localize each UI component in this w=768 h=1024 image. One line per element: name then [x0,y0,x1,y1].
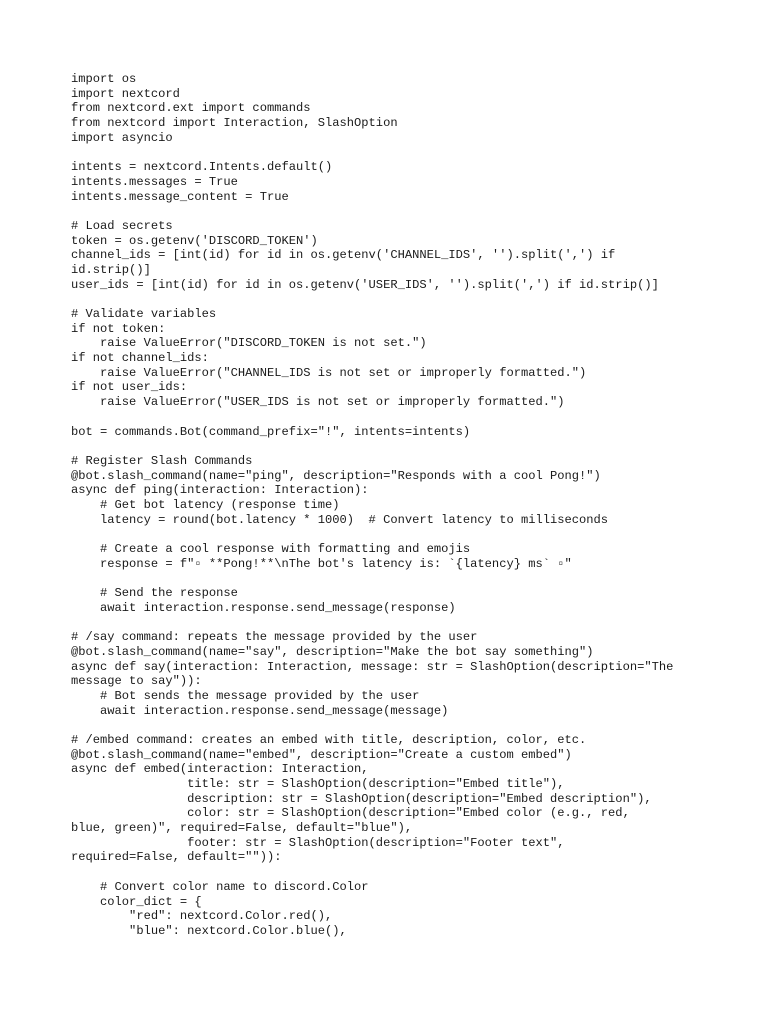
code-line: blue, green)", required=False, default="blue"), [71,821,413,836]
code-line: description: str = SlashOption(description="Embed description"), [71,791,652,806]
code-line [71,865,711,880]
code-block [71,72,711,939]
code-line: # Send the response [71,586,238,601]
code-line: import asyncio [71,130,173,145]
code-line: required=False, default="")): [71,850,282,865]
code-line [71,145,711,160]
code-line [71,410,711,425]
code-line: channel_ids = [int(id) for id in os.getenv('CHANNEL_IDS', '').split(',') if [71,248,616,263]
code-line: import nextcord [71,86,180,101]
code-line [71,718,711,733]
code-line: "red": nextcord.Color.red(), [71,909,333,924]
code-line: async def say(interaction: Interaction, message: str = SlashOption(description="The [71,659,674,674]
code-line: await interaction.response.send_message(response) [71,600,456,615]
code-line: raise ValueError("DISCORD_TOKEN is not set.") [71,336,427,351]
code-line [71,527,711,542]
code-line: token = os.getenv('DISCORD_TOKEN') [71,233,318,248]
code-line [71,204,711,219]
code-line [71,615,711,630]
code-line [71,571,711,586]
code-line: footer: str = SlashOption(description="Footer text", [71,835,565,850]
code-line: import os [71,72,137,86]
code-line: from nextcord import Interaction, SlashOption [71,116,398,131]
code-line: bot = commands.Bot(command_prefix="!", intents=intents) [71,424,471,439]
code-line: @bot.slash_command(name="say", description="Make the bot say something") [71,644,594,659]
code-line [71,439,711,454]
code-line: user_ids = [int(id) for id in os.getenv('USER_IDS', '').split(',') if id.strip()] [71,277,659,292]
code-line: intents.messages = True [71,174,238,189]
code-line: intents.message_content = True [71,189,289,204]
code-line: intents = nextcord.Intents.default() [71,160,333,175]
code-line: # Validate variables [71,307,217,321]
code-line: raise ValueError("CHANNEL_IDS is not set or improperly formatted.") [71,365,587,380]
code-line: # Convert color name to discord.Color [71,879,369,894]
code-line: await interaction.response.send_message(message) [71,703,449,718]
code-line: @bot.slash_command(name="ping", description="Responds with a cool Pong!") [71,468,601,483]
code-line: # Create a cool response with formatting and emojis [71,542,471,556]
code-line: # Bot sends the message provided by the user [71,688,420,703]
code-line: message to say")): [71,674,202,689]
code-line: from nextcord.ext import commands [71,101,311,116]
code-line: # Load secrets [71,218,173,233]
code-line: if not channel_ids: [71,351,209,366]
code-line: # /embed command: creates an embed with title, description, color, etc. [71,732,587,747]
code-line: # Get bot latency (response time) [71,497,340,512]
code-line: color: str = SlashOption(description="Embed color (e.g., red, [71,806,630,821]
code-line: # Register Slash Commands [71,453,253,468]
code-line: response = f"▫ **Pong!**\nThe bot's latency is: `{latency} ms` ▫" [71,556,572,571]
code-line: latency = round(bot.latency * 1000) # Convert latency to milliseconds [71,512,609,527]
code-line: title: str = SlashOption(description="Embed title"), [71,777,565,791]
code-line: if not user_ids: [71,380,188,395]
code-line: # /say command: repeats the message provided by the user [71,630,478,645]
code-line: @bot.slash_command(name="embed", description="Create a custom embed") [71,747,572,762]
code-line: async def embed(interaction: Interaction, [71,762,369,777]
code-line [71,292,711,307]
code-line: async def ping(interaction: Interaction): [71,483,369,498]
code-line: id.strip()] [71,262,151,277]
code-line: color_dict = { [71,894,202,909]
code-line: if not token: [71,321,166,336]
code-line: raise ValueError("USER_IDS is not set or improperly formatted.") [71,395,565,410]
code-line: "blue": nextcord.Color.blue(), [71,923,347,938]
